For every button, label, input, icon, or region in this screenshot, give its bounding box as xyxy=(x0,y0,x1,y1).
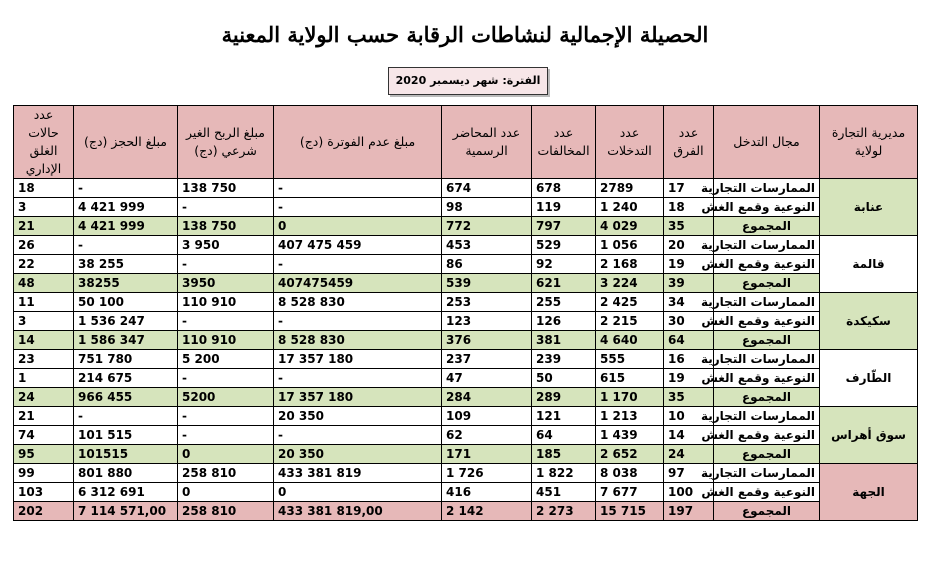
table-row xyxy=(14,236,918,255)
seizure-cell: - xyxy=(74,407,178,426)
illicit-profit-cell: 258 810 xyxy=(178,464,274,483)
table-row xyxy=(14,217,918,236)
intervention-field: الممارسات التجارية xyxy=(714,293,820,312)
violations-cell: 621 xyxy=(532,274,596,293)
seizure-cell: - xyxy=(74,236,178,255)
table-row xyxy=(14,293,918,312)
no-invoice-cell: 20 350 xyxy=(274,445,442,464)
interventions-cell: 2 652 xyxy=(596,445,664,464)
intervention-field: النوعية وقمع الغش xyxy=(714,312,820,331)
violations-cell: 797 xyxy=(532,217,596,236)
reports-cell: 1 726 xyxy=(442,464,532,483)
teams-cell: 34 xyxy=(664,293,714,312)
seizure-cell: 966 455 xyxy=(74,388,178,407)
violations-cell: 678 xyxy=(532,179,596,198)
no-invoice-cell: - xyxy=(274,179,442,198)
interventions-cell: 2 425 xyxy=(596,293,664,312)
interventions-cell: 555 xyxy=(596,350,664,369)
illicit-profit-cell: 110 910 xyxy=(178,331,274,350)
no-invoice-cell: 0 xyxy=(274,217,442,236)
closures-cell: 103 xyxy=(14,483,74,502)
seizure-cell: 38 255 xyxy=(74,255,178,274)
table-row xyxy=(14,369,918,388)
table-row xyxy=(14,502,918,521)
illicit-profit-cell: - xyxy=(178,312,274,331)
seizure-cell: 214 675 xyxy=(74,369,178,388)
seizure-cell: 6 312 691 xyxy=(74,483,178,502)
table-row xyxy=(14,426,918,445)
violations-cell: 239 xyxy=(532,350,596,369)
seizure-cell: 7 114 571,00 xyxy=(74,502,178,521)
intervention-field: المجموع xyxy=(714,445,820,464)
reports-cell: 86 xyxy=(442,255,532,274)
teams-cell: 100 xyxy=(664,483,714,502)
seizure-cell: - xyxy=(74,179,178,198)
reports-cell: 453 xyxy=(442,236,532,255)
teams-cell: 97 xyxy=(664,464,714,483)
violations-cell: 451 xyxy=(532,483,596,502)
closures-cell: 99 xyxy=(14,464,74,483)
interventions-cell: 4 029 xyxy=(596,217,664,236)
violations-cell: 126 xyxy=(532,312,596,331)
intervention-field: النوعية وقمع الغش xyxy=(714,369,820,388)
closures-cell: 11 xyxy=(14,293,74,312)
no-invoice-cell: 433 381 819 xyxy=(274,464,442,483)
directorate-name: الطّارف xyxy=(820,350,918,407)
violations-cell: 121 xyxy=(532,407,596,426)
intervention-field: النوعية وقمع الغش xyxy=(714,198,820,217)
teams-cell: 197 xyxy=(664,502,714,521)
violations-cell: 50 xyxy=(532,369,596,388)
closures-cell: 3 xyxy=(14,198,74,217)
header-illicit-profit: مبلغ الربح الغير شرعي (دج) xyxy=(178,106,274,179)
reports-cell: 98 xyxy=(442,198,532,217)
table-row xyxy=(14,312,918,331)
interventions-cell: 615 xyxy=(596,369,664,388)
header-seizure: مبلغ الحجز (دج) xyxy=(74,106,178,179)
table-row xyxy=(14,198,918,217)
no-invoice-cell: 433 381 819,00 xyxy=(274,502,442,521)
control-activities-table xyxy=(13,105,918,521)
illicit-profit-cell: - xyxy=(178,255,274,274)
no-invoice-cell: - xyxy=(274,198,442,217)
reports-cell: 62 xyxy=(442,426,532,445)
teams-cell: 20 xyxy=(664,236,714,255)
reports-cell: 2 142 xyxy=(442,502,532,521)
header-closures: عدد حالات الغلق الإداري xyxy=(14,106,74,179)
seizure-cell: 50 100 xyxy=(74,293,178,312)
interventions-cell: 8 038 xyxy=(596,464,664,483)
intervention-field: الممارسات التجارية xyxy=(714,236,820,255)
reports-cell: 123 xyxy=(442,312,532,331)
violations-cell: 185 xyxy=(532,445,596,464)
closures-cell: 22 xyxy=(14,255,74,274)
no-invoice-cell: 17 357 180 xyxy=(274,388,442,407)
teams-cell: 17 xyxy=(664,179,714,198)
intervention-field: الممارسات التجارية xyxy=(714,464,820,483)
table-body xyxy=(14,179,918,521)
reports-cell: 416 xyxy=(442,483,532,502)
table-row xyxy=(14,179,918,198)
interventions-cell: 1 439 xyxy=(596,426,664,445)
seizure-cell: 101 515 xyxy=(74,426,178,445)
closures-cell: 14 xyxy=(14,331,74,350)
intervention-field: الممارسات التجارية xyxy=(714,407,820,426)
illicit-profit-cell: 0 xyxy=(178,445,274,464)
teams-cell: 35 xyxy=(664,388,714,407)
illicit-profit-cell: - xyxy=(178,407,274,426)
intervention-field: النوعية وقمع الغش xyxy=(714,483,820,502)
intervention-field: الممارسات التجارية xyxy=(714,179,820,198)
illicit-profit-cell: 3950 xyxy=(178,274,274,293)
table-row xyxy=(14,407,918,426)
no-invoice-cell: 407 475 459 xyxy=(274,236,442,255)
header-interventions: عدد التدخلات xyxy=(596,106,664,179)
illicit-profit-cell: 3 950 xyxy=(178,236,274,255)
directorate-name: الجهة xyxy=(820,464,918,521)
violations-cell: 92 xyxy=(532,255,596,274)
illicit-profit-cell: 110 910 xyxy=(178,293,274,312)
seizure-cell: 4 421 999 xyxy=(74,198,178,217)
seizure-cell: 801 880 xyxy=(74,464,178,483)
closures-cell: 26 xyxy=(14,236,74,255)
intervention-field: المجموع xyxy=(714,274,820,293)
reports-cell: 674 xyxy=(442,179,532,198)
closures-cell: 21 xyxy=(14,217,74,236)
page-title: الحصيلة الإجمالية لنشاطات الرقابة حسب الولاية المعنية xyxy=(221,22,709,47)
no-invoice-cell: 0 xyxy=(274,483,442,502)
interventions-cell: 2 215 xyxy=(596,312,664,331)
teams-cell: 16 xyxy=(664,350,714,369)
header-violations: عدد المخالفات xyxy=(532,106,596,179)
table-row xyxy=(14,388,918,407)
closures-cell: 74 xyxy=(14,426,74,445)
reports-cell: 47 xyxy=(442,369,532,388)
illicit-profit-cell: 138 750 xyxy=(178,217,274,236)
seizure-cell: 101515 xyxy=(74,445,178,464)
teams-cell: 14 xyxy=(664,426,714,445)
interventions-cell: 1 213 xyxy=(596,407,664,426)
table-row xyxy=(14,464,918,483)
violations-cell: 1 822 xyxy=(532,464,596,483)
no-invoice-cell: - xyxy=(274,426,442,445)
teams-cell: 19 xyxy=(664,369,714,388)
reports-cell: 237 xyxy=(442,350,532,369)
closures-cell: 24 xyxy=(14,388,74,407)
teams-cell: 64 xyxy=(664,331,714,350)
header-no-invoice: مبلغ عدم الفوترة (دج) xyxy=(274,106,442,179)
intervention-field: الممارسات التجارية xyxy=(714,350,820,369)
interventions-cell: 15 715 xyxy=(596,502,664,521)
header-row xyxy=(14,106,918,179)
interventions-cell: 7 677 xyxy=(596,483,664,502)
intervention-field: المجموع xyxy=(714,331,820,350)
reports-cell: 253 xyxy=(442,293,532,312)
no-invoice-cell: 17 357 180 xyxy=(274,350,442,369)
violations-cell: 64 xyxy=(532,426,596,445)
header-reports: عدد المحاضر الرسمية xyxy=(442,106,532,179)
intervention-field: النوعية وقمع الغش xyxy=(714,426,820,445)
violations-cell: 2 273 xyxy=(532,502,596,521)
violations-cell: 119 xyxy=(532,198,596,217)
teams-cell: 10 xyxy=(664,407,714,426)
violations-cell: 529 xyxy=(532,236,596,255)
intervention-field: النوعية وقمع الغش xyxy=(714,255,820,274)
closures-cell: 202 xyxy=(14,502,74,521)
no-invoice-cell: 407475459 xyxy=(274,274,442,293)
seizure-cell: 1 536 247 xyxy=(74,312,178,331)
closures-cell: 48 xyxy=(14,274,74,293)
closures-cell: 21 xyxy=(14,407,74,426)
header-field: مجال التدخل xyxy=(714,106,820,179)
interventions-cell: 1 240 xyxy=(596,198,664,217)
closures-cell: 3 xyxy=(14,312,74,331)
no-invoice-cell: 8 528 830 xyxy=(274,331,442,350)
reports-cell: 539 xyxy=(442,274,532,293)
table-row xyxy=(14,483,918,502)
table-row xyxy=(14,350,918,369)
teams-cell: 35 xyxy=(664,217,714,236)
intervention-field: المجموع xyxy=(714,217,820,236)
table-row xyxy=(14,255,918,274)
interventions-cell: 4 640 xyxy=(596,331,664,350)
teams-cell: 39 xyxy=(664,274,714,293)
illicit-profit-cell: - xyxy=(178,369,274,388)
interventions-cell: 1 056 xyxy=(596,236,664,255)
illicit-profit-cell: 5200 xyxy=(178,388,274,407)
directorate-name: عنابة xyxy=(820,179,918,236)
violations-cell: 381 xyxy=(532,331,596,350)
directorate-name: سكيكدة xyxy=(820,293,918,350)
illicit-profit-cell: 258 810 xyxy=(178,502,274,521)
violations-cell: 255 xyxy=(532,293,596,312)
directorate-name: سوق أهراس xyxy=(820,407,918,464)
table-row xyxy=(14,331,918,350)
table-row xyxy=(14,445,918,464)
closures-cell: 18 xyxy=(14,179,74,198)
seizure-cell: 4 421 999 xyxy=(74,217,178,236)
reports-cell: 376 xyxy=(442,331,532,350)
header-teams: عدد الفرق xyxy=(664,106,714,179)
closures-cell: 95 xyxy=(14,445,74,464)
directorate-name: قالمة xyxy=(820,236,918,293)
teams-cell: 30 xyxy=(664,312,714,331)
illicit-profit-cell: - xyxy=(178,426,274,445)
closures-cell: 1 xyxy=(14,369,74,388)
illicit-profit-cell: - xyxy=(178,198,274,217)
reports-cell: 171 xyxy=(442,445,532,464)
illicit-profit-cell: 5 200 xyxy=(178,350,274,369)
intervention-field: المجموع xyxy=(714,502,820,521)
no-invoice-cell: - xyxy=(274,312,442,331)
interventions-cell: 2789 xyxy=(596,179,664,198)
seizure-cell: 38255 xyxy=(74,274,178,293)
reports-cell: 284 xyxy=(442,388,532,407)
period-label: الفترة: شهر ديسمبر 2020 xyxy=(388,67,548,95)
teams-cell: 19 xyxy=(664,255,714,274)
intervention-field: المجموع xyxy=(714,388,820,407)
interventions-cell: 2 168 xyxy=(596,255,664,274)
seizure-cell: 751 780 xyxy=(74,350,178,369)
table-row xyxy=(14,274,918,293)
no-invoice-cell: - xyxy=(274,255,442,274)
reports-cell: 109 xyxy=(442,407,532,426)
closures-cell: 23 xyxy=(14,350,74,369)
interventions-cell: 3 224 xyxy=(596,274,664,293)
header-directorate: مديرية التجارة لولاية xyxy=(820,106,918,179)
no-invoice-cell: 20 350 xyxy=(274,407,442,426)
violations-cell: 289 xyxy=(532,388,596,407)
interventions-cell: 1 170 xyxy=(596,388,664,407)
teams-cell: 18 xyxy=(664,198,714,217)
teams-cell: 24 xyxy=(664,445,714,464)
illicit-profit-cell: 0 xyxy=(178,483,274,502)
seizure-cell: 1 586 347 xyxy=(74,331,178,350)
illicit-profit-cell: 138 750 xyxy=(178,179,274,198)
no-invoice-cell: - xyxy=(274,369,442,388)
reports-cell: 772 xyxy=(442,217,532,236)
no-invoice-cell: 8 528 830 xyxy=(274,293,442,312)
